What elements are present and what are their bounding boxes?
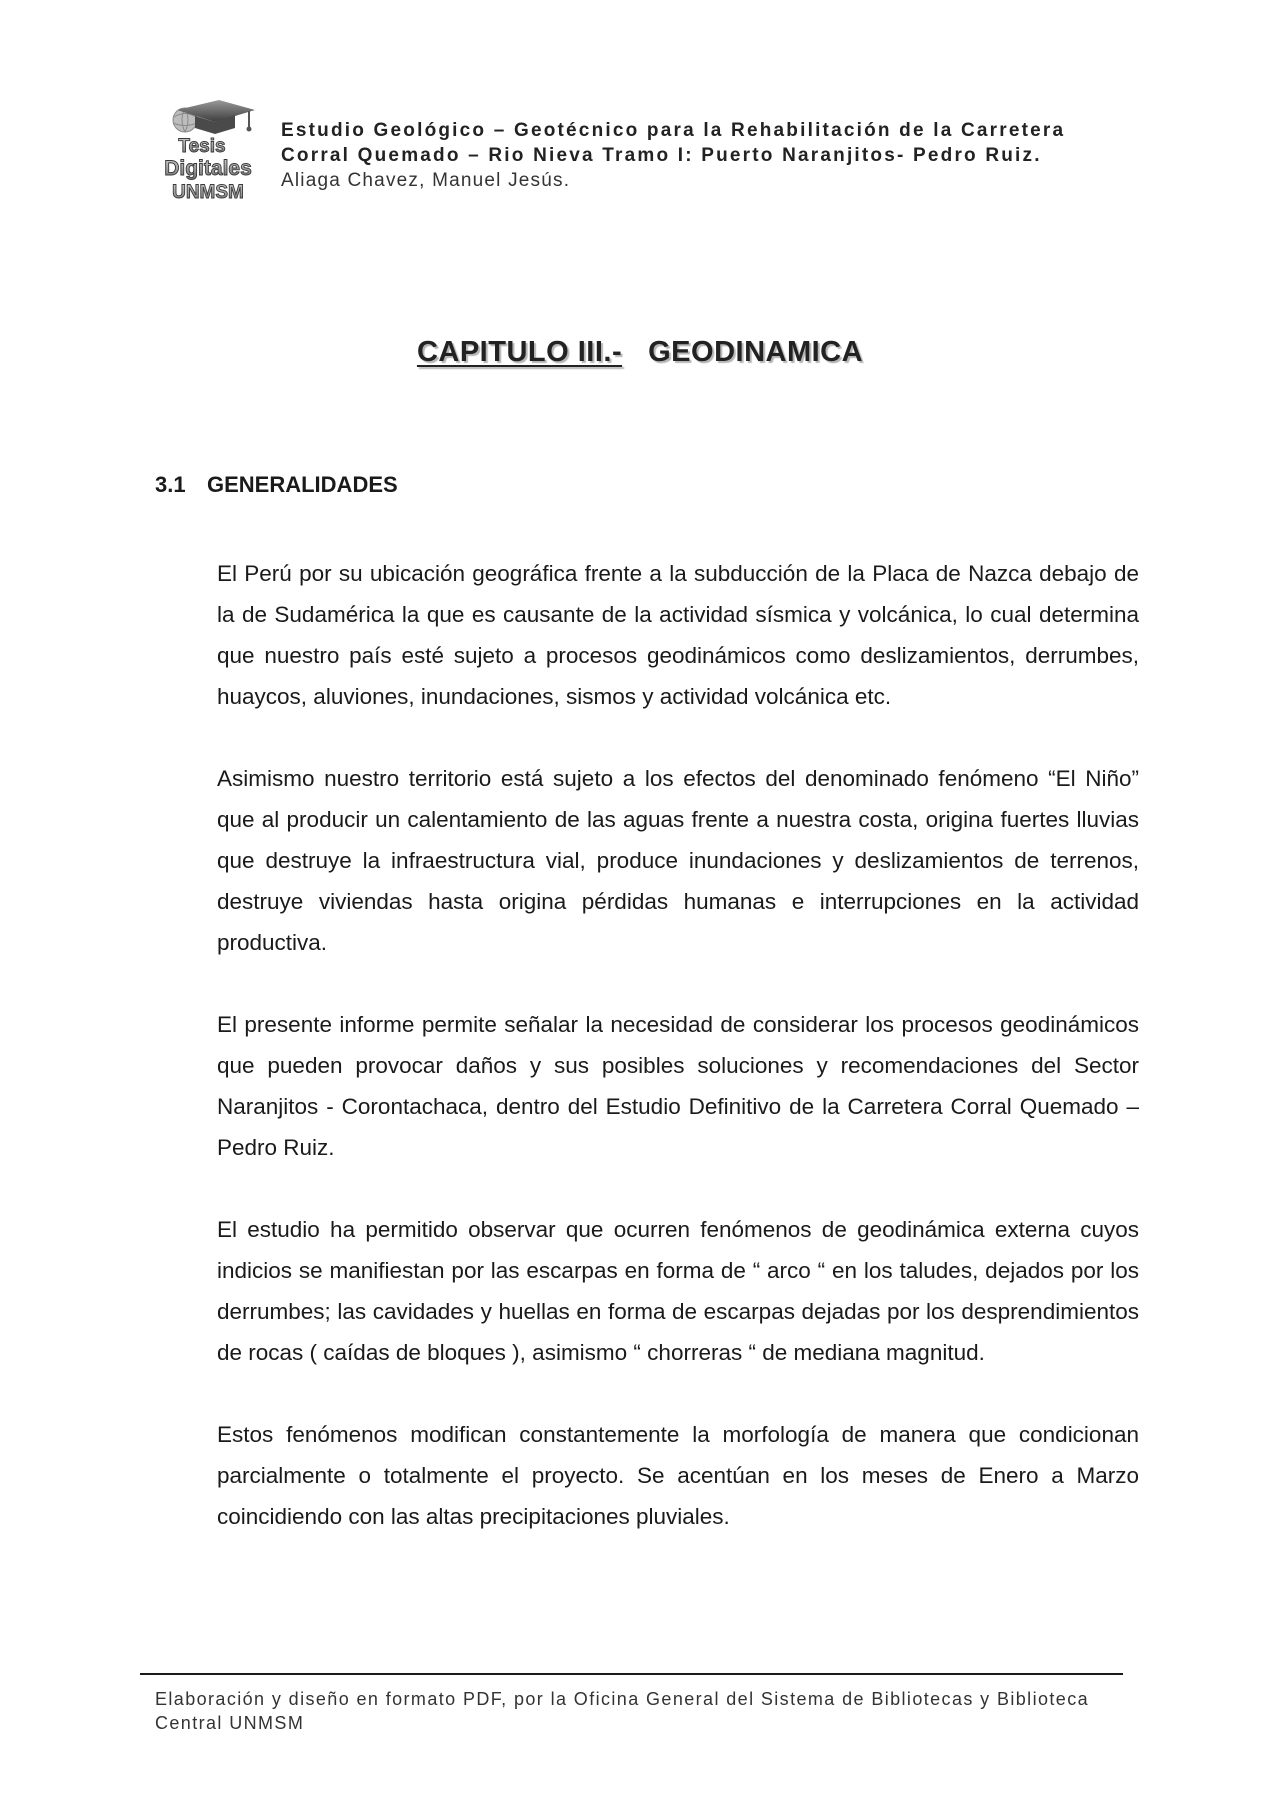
section-heading <box>155 472 398 498</box>
tesis-digitales-logo <box>157 98 267 206</box>
section-title: GENERALIDADES <box>207 472 398 497</box>
footer-divider <box>140 1673 1123 1675</box>
paragraph: Asimismo nuestro territorio está sujeto a los efectos del denominado fenómeno “El Niño” que al producir un calentamiento de las aguas frente a nuestra costa, origina fuertes lluvias que destruye la infraestructura vial, produce inundaciones y deslizamientos de terrenos, destruye viviendas hasta origina pérdidas humanas e interrupciones en la actividad productiva. <box>217 766 1139 955</box>
chapter-title <box>0 336 1280 369</box>
paragraph: El Perú por su ubicación geográfica frente a la subducción de la Placa de Nazca debajo de la de Sudamérica la que es causante de la actividad sísmica y volcánica, lo cual determina que nuestro país esté sujeto a procesos geodinámicos como deslizamientos, derrumbes, huaycos, aluviones, inundaciones, sismos y actividad volcánica etc. <box>217 561 1139 709</box>
header-text-block <box>281 118 1181 193</box>
body-text <box>217 553 1139 1578</box>
paragraph: El presente informe permite señalar la necesidad de considerar los procesos geodinámicos que pueden provocar daños y sus posibles soluciones y recomendaciones del Sector Naranjitos - Corontachaca, dentro del Estudio Definitivo de la Carretera Corral Quemado – Pedro Ruiz. <box>217 1012 1139 1160</box>
header-title-line-2: Corral Quemado – Rio Nieva Tramo I: Puerto Naranjitos- Pedro Ruiz. <box>281 145 1042 166</box>
page-header <box>157 98 1157 208</box>
logo-line-1: Tesis <box>178 136 226 157</box>
footer-text: Elaboración y diseño en formato PDF, por la Oficina General del Sistema de Bibliotecas y Biblioteca Central UNMSM <box>155 1689 1090 1733</box>
header-author: Aliaga Chavez, Manuel Jesús. <box>281 170 571 191</box>
chapter-name: GEODINAMICA <box>648 336 864 368</box>
logo-line-2: Digitales <box>164 157 252 180</box>
section-number: 3.1 <box>155 472 186 497</box>
chapter-label: CAPITULO III.- <box>416 336 623 368</box>
header-title-line-1: Estudio Geológico – Geotécnico para la Rehabilitación de la Carretera <box>281 120 1066 141</box>
graduation-cap-icon <box>157 98 267 206</box>
paragraph: Estos fenómenos modifican constantemente la morfología de manera que condicionan parcialmente o totalmente el proyecto. Se acentúan en los meses de Enero a Marzo coincidiendo con las altas precipitaciones pluviales. <box>217 1422 1139 1529</box>
logo-line-3: UNMSM <box>172 182 244 203</box>
paragraph: El estudio ha permitido observar que ocurren fenómenos de geodinámica externa cuyos indicios se manifiestan por las escarpas en forma de “ arco “ en los taludes, dejados por los derrumbes; las cavidades y huellas en forma de escarpas dejadas por los desprendimientos de rocas ( caídas de bloques ), asimismo “ chorreras “ de mediana magnitud. <box>217 1217 1139 1365</box>
